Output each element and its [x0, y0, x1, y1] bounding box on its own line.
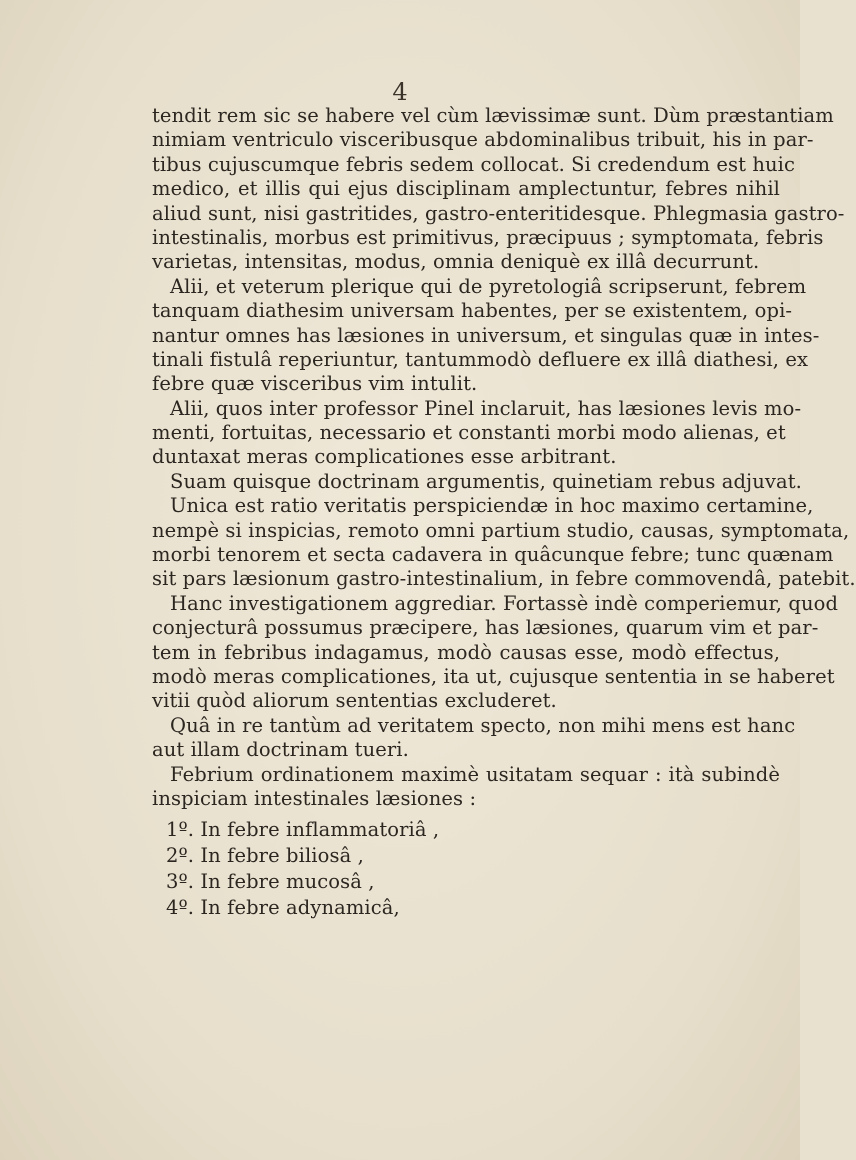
- body-text: [152, 104, 856, 921]
- text-line: aliud sunt, nisi gastritides, gastro-enteritidesque. Phlegmasia gastro-: [152, 201, 845, 225]
- text-line: tem in febribus indagamus, modò causas esse, modò effectus,: [152, 640, 780, 664]
- text-line: tinali fistulâ reperiuntur, tantummodò defluere ex illâ diathesi, ex: [152, 347, 809, 371]
- text-line: tibus cujuscumque febris sedem collocat. Si credendum est huic: [152, 152, 796, 176]
- text-line: nantur omnes has læsiones in universum, et singulas quæ in intes-: [152, 323, 820, 347]
- text-line: Febrium ordinationem maximè usitatam sequar : ità subindè: [170, 762, 780, 786]
- text-line: febre quæ visceribus vim intulit.: [152, 372, 478, 396]
- text-line: Alii, et veterum plerique qui de pyretologiâ scripserunt, febrem: [170, 274, 807, 298]
- text-line: sit pars læsionum gastro-intestinalium, in febre commovendâ, patebit.: [152, 567, 856, 591]
- text-line: modò meras complicationes, ita ut, cujusque sententia in se haberet: [152, 664, 835, 688]
- text-line: Quâ in re tantùm ad veritatem specto, non mihi mens est hanc: [170, 713, 796, 737]
- text-line: tendit rem sic se habere vel cùm lævissimæ sunt. Dùm præstantiam: [152, 104, 834, 127]
- paragraph-lines: [152, 104, 856, 811]
- text-line: aut illam doctrinam tueri.: [152, 738, 409, 762]
- text-line: Hanc investigationem aggrediar. Fortassè indè comperiemur, quod: [170, 591, 839, 615]
- enumerated-list: [152, 817, 780, 921]
- text-line: nimiam ventriculo visceribusque abdominalibus tribuit, his in par-: [152, 128, 814, 152]
- text-line: varietas, intensitas, modus, omnia deniquè ex illâ decurrunt.: [152, 250, 760, 274]
- text-line: morbi tenorem et secta cadavera in quâcunque febre; tunc quænam: [152, 543, 834, 567]
- list-item: 1º. In febre inflammatoriâ ,: [166, 818, 440, 842]
- list-item: 3º. In febre mucosâ ,: [166, 870, 375, 894]
- list-item: 2º. In febre biliosâ ,: [166, 844, 364, 868]
- text-line: duntaxat meras complicationes esse arbitrant.: [152, 445, 617, 469]
- text-line: intestinalis, morbus est primitivus, præcipuus ; symptomata, febris: [152, 225, 824, 249]
- text-line: inspiciam intestinales læsiones :: [152, 786, 477, 810]
- text-line: conjecturâ possumus præcipere, has læsiones, quarum vim et par-: [152, 616, 819, 640]
- text-line: Suam quisque doctrinam argumentis, quinetiam rebus adjuvat.: [170, 469, 802, 493]
- page-number: 4: [392, 78, 408, 106]
- list-item: 4º. In febre adynamicâ,: [166, 896, 400, 920]
- text-line: tanquam diathesim universam habentes, per se existentem, opi-: [152, 299, 793, 323]
- text-line: Unica est ratio veritatis perspiciendæ in hoc maximo certamine,: [170, 494, 814, 518]
- text-line: vitii quòd aliorum sententias excluderet.: [152, 689, 557, 713]
- text-line: nempè si inspicias, remoto omni partium studio, causas, symptomata,: [152, 518, 850, 542]
- text-line: medico, et illis qui ejus disciplinam amplectuntur, febres nihil: [152, 177, 780, 201]
- text-line: menti, fortuitas, necessario et constanti morbi modo alienas, et: [152, 421, 786, 445]
- text-line: Alii, quos inter professor Pinel inclaruit, has læsiones levis mo-: [170, 396, 802, 420]
